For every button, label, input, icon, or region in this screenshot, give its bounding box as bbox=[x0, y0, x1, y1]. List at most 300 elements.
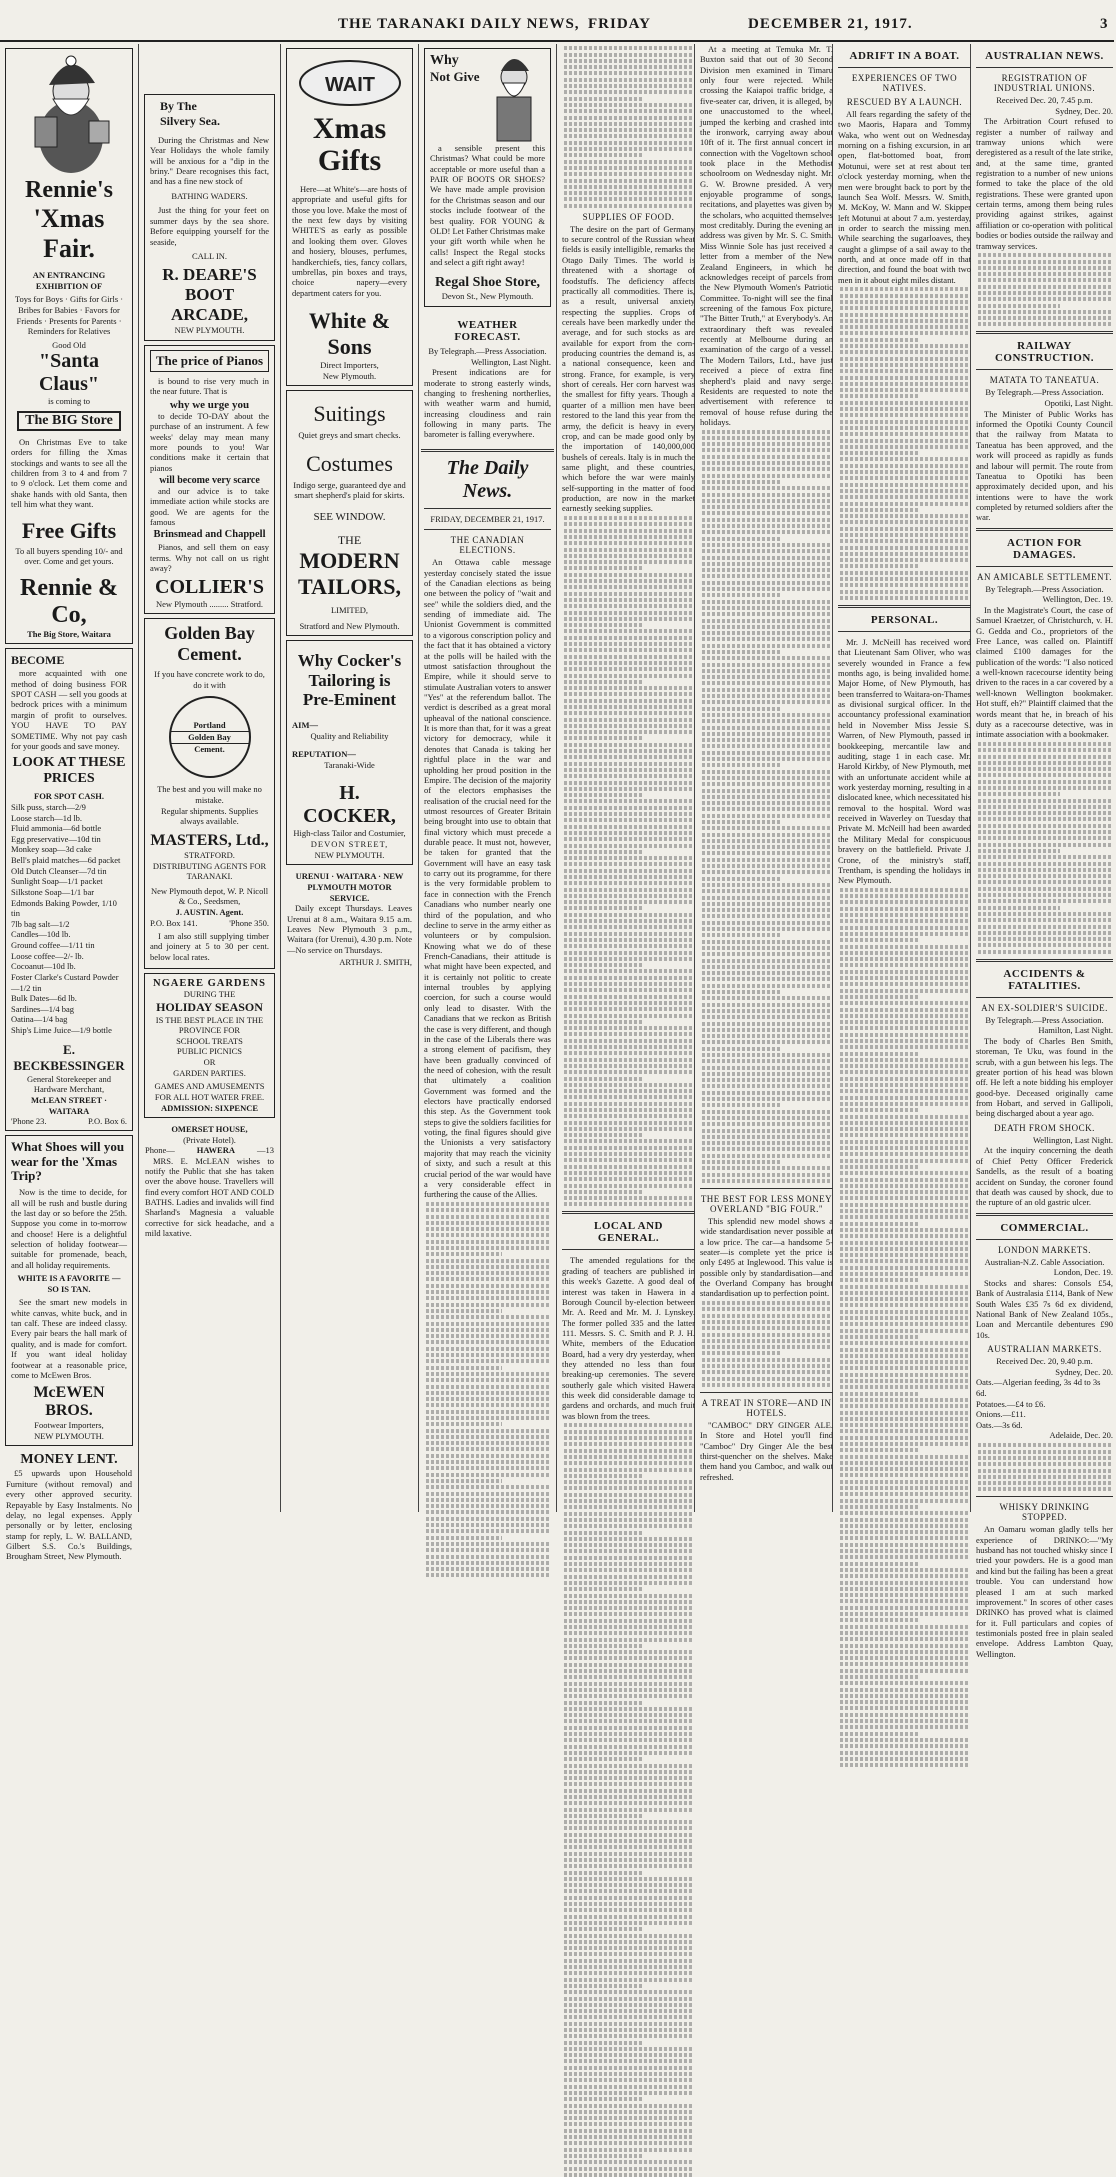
omerset-num: —13 bbox=[256, 1145, 274, 1156]
text-line bbox=[564, 1581, 693, 1585]
money-lent-notice bbox=[2, 1450, 136, 1565]
text-line bbox=[564, 1776, 693, 1780]
text-line bbox=[564, 1833, 693, 1837]
commercial-sub2: AUSTRALIAN MARKETS. bbox=[987, 1344, 1102, 1355]
general-news-body: At a meeting at Temuka Mr. T. Buxton said that out of 30 Second Division men examined in Timaru only four were rejected. While crossing the Kaiapoi traffic bridge, a five-seater car, driven, it is alleged, by one unaccustomed to the wheel, jumped the kerbing and crashed into the ironwork, carrying away about 10ft of it. The first annual concert in connection with the Vogeltown school took place in the Methodist schoolroom on Wednesday night. Mr. G. W. Browne presided. A very enjoyable programme of songs, recitations, and playettes was given by the scholars, who acquitted themselves most creditably. During the evening an address was given by Mr. S. C. Smith. Miss Winnie Sole has just received a letter from a member of the New Zealand Engineers, in which he acknowledges receipt of parcels from the New Plymouth Women's Patriotic Committee. To-night will see the final screening of the famous Fox picture, "The Bitter Truth," at Everybody's. An extraordinary theft was revealed recently at Melbourne during an examination of the cargo of a vessel. The Modern Tailors, Ltd., have just received a piece of extra fine shepherd's plaid and navy serge. Residents are requested to note the advertisement with reference to removal of house refuse during the holidays. bbox=[700, 44, 833, 427]
text-line bbox=[702, 952, 831, 956]
text-line bbox=[564, 1020, 644, 1024]
overland-title: THE BEST FOR LESS MONEY OVERLAND "BIG FOUR." bbox=[700, 1193, 833, 1214]
text-line bbox=[978, 906, 1060, 910]
text-line bbox=[702, 1034, 831, 1038]
text-line bbox=[840, 1259, 969, 1263]
text-line bbox=[564, 2085, 693, 2089]
text-line bbox=[840, 338, 920, 342]
text-line bbox=[564, 1707, 693, 1711]
text-line bbox=[702, 700, 831, 704]
text-line bbox=[564, 566, 644, 570]
text-line bbox=[564, 160, 693, 164]
text-continuation bbox=[562, 46, 695, 207]
text-line bbox=[702, 530, 831, 534]
costumes-heading: Costumes bbox=[306, 450, 393, 476]
text-line bbox=[426, 1492, 549, 1496]
text-line bbox=[564, 116, 693, 120]
market-price-item: Oats.—3s 6d. bbox=[976, 1419, 1023, 1430]
text-line bbox=[840, 1606, 969, 1610]
text-line bbox=[702, 959, 831, 963]
text-line bbox=[564, 2066, 693, 2070]
text-line bbox=[702, 1141, 831, 1145]
text-line bbox=[840, 1272, 969, 1276]
deare-boot: BOOT bbox=[184, 285, 235, 305]
text-line bbox=[840, 558, 969, 562]
text-line bbox=[426, 1259, 549, 1263]
text-line bbox=[702, 455, 831, 459]
text-line bbox=[564, 2173, 693, 2177]
beckbessinger-line: General Storekeeper and Hardware Merchant, bbox=[26, 1073, 111, 1095]
text-line bbox=[564, 900, 693, 904]
text-line bbox=[840, 1203, 969, 1207]
masters-agents: DISTRIBUTING AGENTS FOR TARANAKI. bbox=[152, 860, 267, 882]
text-line bbox=[702, 713, 831, 717]
text-line bbox=[702, 707, 782, 711]
column-5 bbox=[559, 44, 698, 1512]
text-line bbox=[840, 520, 969, 524]
text-line bbox=[840, 1700, 969, 1704]
text-line bbox=[840, 306, 969, 310]
text-line bbox=[840, 590, 969, 594]
price-list-item: Edmonds Baking Powder, 1/10 tin bbox=[11, 897, 117, 919]
text-line bbox=[702, 1314, 831, 1318]
text-line bbox=[564, 1638, 693, 1642]
text-line bbox=[840, 350, 969, 354]
text-line bbox=[564, 623, 644, 627]
text-line bbox=[840, 1688, 969, 1692]
text-line bbox=[978, 880, 1111, 884]
motor-service-title: URENUI · WAITARA · NEW PLYMOUTH MOTOR SERVICE. bbox=[295, 871, 404, 903]
masters-phone: 'Phone 350. bbox=[229, 917, 269, 928]
text-line bbox=[840, 1190, 969, 1194]
text-line bbox=[702, 1333, 831, 1337]
text-line bbox=[840, 970, 969, 974]
modern-the: THE bbox=[337, 533, 362, 548]
text-line bbox=[840, 1612, 969, 1616]
text-line bbox=[840, 1593, 969, 1597]
text-line bbox=[978, 1469, 1111, 1473]
text-line bbox=[840, 1467, 969, 1471]
text-line bbox=[564, 793, 644, 797]
cocker-rep: REPUTATION— bbox=[292, 749, 356, 760]
text-line bbox=[978, 836, 1111, 840]
text-line bbox=[564, 1782, 693, 1786]
text-line bbox=[840, 932, 969, 936]
text-line bbox=[564, 844, 693, 848]
omerset-sub: (Private Hotel). bbox=[183, 1134, 236, 1145]
text-line bbox=[426, 1498, 549, 1502]
text-line bbox=[702, 663, 831, 667]
text-line bbox=[564, 1644, 644, 1648]
text-line bbox=[564, 1202, 693, 1206]
text-line bbox=[702, 1040, 831, 1044]
text-line bbox=[978, 849, 1060, 853]
text-line bbox=[564, 1430, 693, 1434]
text-line bbox=[564, 969, 693, 973]
masters-box: P.O. Box 141. bbox=[150, 917, 198, 928]
text-line bbox=[840, 1385, 969, 1389]
text-line bbox=[702, 511, 831, 515]
become-heading: BECOME bbox=[11, 653, 65, 668]
text-line bbox=[564, 869, 693, 873]
text-line bbox=[564, 1921, 693, 1925]
text-line bbox=[840, 539, 969, 543]
deare-advert bbox=[144, 94, 275, 341]
text-line bbox=[564, 147, 693, 151]
text-line bbox=[564, 573, 693, 577]
bathing-waders: BATHING WADERS. bbox=[171, 190, 248, 201]
motor-service-sign: ARTHUR J. SMITH, bbox=[339, 957, 412, 968]
white-firm: White & Sons bbox=[308, 307, 391, 359]
text-line bbox=[840, 1234, 969, 1238]
text-line bbox=[564, 2015, 693, 2019]
text-line bbox=[564, 1757, 644, 1761]
suitings-heading: Suitings bbox=[313, 401, 386, 427]
text-line bbox=[702, 719, 831, 723]
text-line bbox=[840, 1725, 969, 1729]
collier-body2: to decide TO-DAY about the purchase of an instrument. A few weeks' delay may mean many more pounds to you! War conditions make it certain that pianos bbox=[150, 410, 269, 473]
text-line bbox=[564, 1139, 693, 1143]
text-line bbox=[702, 1015, 831, 1019]
text-line bbox=[702, 537, 782, 541]
text-line bbox=[978, 310, 1111, 314]
personal-continuation bbox=[838, 888, 971, 1767]
logo-line: Cement. bbox=[194, 743, 225, 754]
toys-list: Toys for Boys · Gifts for Girls · Bribes for Babies · Favors for Friends · Presents for Parents · Reminders for Relatives bbox=[14, 294, 124, 337]
exhibition-line: AN ENTRANCING EXHIBITION OF bbox=[32, 270, 106, 291]
text-line bbox=[564, 1146, 693, 1150]
text-line bbox=[564, 1908, 693, 1912]
masters-town: STRATFORD. bbox=[184, 849, 235, 860]
price-list-item: Silk puss, starch—2/9 bbox=[11, 801, 86, 812]
text-line bbox=[564, 1108, 693, 1112]
text-line bbox=[564, 749, 693, 753]
pianos-title: The price of Pianos bbox=[150, 350, 269, 372]
text-line bbox=[564, 1839, 693, 1843]
text-line bbox=[564, 781, 693, 785]
text-line bbox=[702, 1173, 831, 1177]
text-line bbox=[564, 648, 693, 652]
text-line bbox=[564, 1814, 644, 1818]
text-line bbox=[840, 401, 969, 405]
cocker-advert bbox=[286, 640, 413, 865]
text-line bbox=[840, 1070, 969, 1074]
text-line bbox=[564, 2135, 693, 2139]
australian-sub: REGISTRATION OF INDUSTRIAL UNIONS. bbox=[993, 73, 1096, 93]
text-line bbox=[840, 1398, 969, 1402]
adrift-title: ADRIFT IN A BOAT. bbox=[849, 50, 960, 62]
text-line bbox=[564, 1587, 644, 1591]
text-line bbox=[564, 1058, 693, 1062]
text-line bbox=[564, 724, 693, 728]
cocker-rep-value: Taranaki-Wide bbox=[324, 759, 375, 770]
ngaere-or: OR bbox=[203, 1057, 216, 1068]
text-line bbox=[426, 1303, 549, 1307]
motor-service-body: Daily except Thursdays. Leaves Urenui at 8 a.m., Waitara 9.15 a.m. Leaves New Plymouth 3 p.m., Waitara (for Urenui), 4.30 p.m. Note—No service on Thursdays. bbox=[287, 903, 412, 955]
text-line bbox=[426, 1378, 549, 1382]
text-line bbox=[564, 1083, 693, 1087]
text-line bbox=[840, 413, 969, 417]
text-line bbox=[564, 604, 693, 608]
text-line bbox=[702, 977, 831, 981]
cocker-aim-value: Quality and Reliability bbox=[310, 730, 389, 741]
text-line bbox=[426, 1523, 549, 1527]
text-line bbox=[564, 1121, 693, 1125]
text-line bbox=[978, 899, 1111, 903]
text-line bbox=[840, 907, 969, 911]
text-line bbox=[840, 1417, 969, 1421]
text-line bbox=[564, 812, 693, 816]
text-line bbox=[840, 1732, 920, 1736]
cocker-title: Why Cocker's Tailoring is Pre-Eminent bbox=[297, 651, 402, 710]
text-line bbox=[702, 927, 831, 931]
text-line bbox=[564, 1625, 693, 1629]
text-line bbox=[840, 1228, 969, 1232]
spot-cash-heading: FOR SPOT CASH. bbox=[34, 791, 104, 802]
text-line bbox=[564, 1877, 693, 1881]
santa-icon bbox=[11, 51, 131, 177]
omerset-title: OMERSET HOUSE, bbox=[171, 1124, 248, 1135]
text-line bbox=[840, 1379, 969, 1383]
ngaere-picnics: PUBLIC PICNICS bbox=[177, 1046, 242, 1057]
text-line bbox=[702, 1351, 782, 1355]
omerset-advert bbox=[141, 1122, 278, 1242]
text-line bbox=[426, 1252, 502, 1256]
text-line bbox=[840, 1360, 969, 1364]
text-line bbox=[564, 65, 693, 69]
text-line bbox=[840, 1152, 969, 1156]
market-price-item: Onions.—£11. bbox=[976, 1409, 1026, 1420]
text-line bbox=[564, 818, 693, 822]
text-line bbox=[702, 1110, 831, 1114]
text-line bbox=[978, 855, 1111, 859]
text-line bbox=[840, 963, 969, 967]
text-line bbox=[702, 845, 831, 849]
text-line bbox=[564, 1726, 693, 1730]
text-line bbox=[840, 919, 969, 923]
text-line bbox=[564, 1461, 693, 1465]
text-line bbox=[702, 782, 831, 786]
text-line bbox=[840, 989, 969, 993]
text-line bbox=[564, 1070, 693, 1074]
santa-illustration bbox=[11, 51, 127, 177]
text-line bbox=[840, 1001, 969, 1005]
text-line bbox=[702, 726, 831, 730]
text-line bbox=[564, 1007, 693, 1011]
railway-body: The Minister of Public Works has informed the Opotiki County Council that the railway from Matata to Taneatua has been approved, and the work will proceed as rapidly as funds and labour will permit. The route from Taneatua to Opotiki has been approximately decided upon, and his intentions were to have the work completed by returned soldiers after the war. bbox=[976, 408, 1113, 523]
text-line bbox=[564, 1512, 693, 1516]
text-line bbox=[702, 1116, 831, 1120]
text-line bbox=[840, 464, 969, 468]
text-line bbox=[702, 902, 831, 906]
damages-by: By Telegraph.—Press Association. bbox=[985, 583, 1104, 594]
text-line bbox=[840, 1549, 969, 1553]
text-line bbox=[564, 598, 693, 602]
text-line bbox=[840, 1033, 969, 1037]
masthead bbox=[0, 16, 1114, 42]
costumes-body: Indigo serge, guaranteed dye and smart shepherd's plaid for skirts. bbox=[293, 479, 406, 501]
text-line bbox=[564, 1423, 693, 1427]
text-line bbox=[702, 543, 831, 547]
text-line bbox=[702, 474, 831, 478]
text-line bbox=[978, 1462, 1111, 1466]
text-line bbox=[978, 792, 1060, 796]
text-line bbox=[978, 278, 1111, 282]
accidents-by: By Telegraph.—Press Association. bbox=[985, 1014, 1104, 1025]
text-line bbox=[426, 1542, 549, 1546]
deare-body2: Just the thing for your feet on summer days by the sea shore. Before equipping yourself for the seaside, bbox=[150, 205, 269, 247]
price-list-item: 7lb bag salt—1/2 bbox=[11, 918, 70, 929]
text-line bbox=[840, 388, 969, 392]
cocker-aim: AIM— bbox=[292, 719, 318, 730]
text-line bbox=[702, 612, 831, 616]
masters-depot: New Plymouth depot, W. P. Nicoll & Co., Seedsmen, bbox=[150, 885, 269, 907]
text-line bbox=[564, 755, 693, 759]
accidents-place2: Wellington, Last Night. bbox=[1032, 1134, 1113, 1145]
text-line bbox=[840, 432, 969, 436]
text-line bbox=[564, 661, 693, 665]
text-line bbox=[840, 1253, 969, 1257]
text-line bbox=[564, 2122, 693, 2126]
text-line bbox=[426, 1479, 502, 1483]
ngaere-during: DURING THE bbox=[183, 988, 236, 999]
text-line bbox=[426, 1391, 549, 1395]
text-line bbox=[840, 1637, 969, 1641]
text-line bbox=[840, 1480, 969, 1484]
text-line bbox=[702, 593, 782, 597]
text-line bbox=[840, 976, 969, 980]
text-line bbox=[426, 1473, 549, 1477]
text-line bbox=[564, 655, 693, 659]
text-line bbox=[840, 888, 969, 892]
cement-best: The best and you will make no mistake. bbox=[157, 784, 262, 805]
overland-continuation bbox=[700, 1301, 833, 1387]
text-line bbox=[564, 925, 693, 929]
text-line bbox=[564, 1732, 693, 1736]
text-line bbox=[564, 1801, 693, 1805]
text-line bbox=[702, 1084, 831, 1088]
text-line bbox=[564, 1549, 693, 1553]
text-line bbox=[702, 877, 782, 881]
text-line bbox=[426, 1353, 549, 1357]
deare-call: CALL IN. bbox=[191, 250, 228, 261]
text-line bbox=[564, 2148, 693, 2152]
text-line bbox=[702, 619, 831, 623]
text-line bbox=[564, 667, 693, 671]
beckbessinger-firm: E. BECKBESSINGER bbox=[13, 1041, 125, 1073]
text-line bbox=[840, 1366, 969, 1370]
supplies-title: SUPPLIES OF FOOD. bbox=[582, 211, 675, 222]
text-line bbox=[840, 1530, 969, 1534]
text-line bbox=[564, 1575, 693, 1579]
railway-sub: MATATA TO TANEATUA. bbox=[989, 375, 1100, 386]
text-line bbox=[702, 1339, 831, 1343]
text-line bbox=[978, 767, 1111, 771]
text-line bbox=[840, 1669, 969, 1673]
text-line bbox=[978, 830, 1111, 834]
text-line bbox=[840, 1656, 969, 1660]
text-line bbox=[702, 851, 831, 855]
text-line bbox=[702, 430, 831, 434]
text-line bbox=[564, 2129, 693, 2133]
text-line bbox=[840, 900, 969, 904]
text-line bbox=[564, 1965, 693, 1969]
text-line bbox=[702, 656, 831, 660]
text-line bbox=[564, 1133, 644, 1137]
white-body: Here—at White's—are hosts of appropriate and useful gifts for those you love. Make the most of the next few days by visiting WHITE'S as early as possible and looking them over. Gloves and hosiery, blouses, perfumes, handkerchiefs, ties, fancy collars, umbrellas, pin boxes and trays, choice napery—every department caters for you. bbox=[292, 184, 407, 298]
text-line bbox=[564, 1820, 693, 1824]
column-rule bbox=[418, 44, 419, 1512]
text-line bbox=[564, 541, 693, 545]
text-line bbox=[840, 502, 969, 506]
text-line bbox=[840, 1555, 969, 1559]
text-line bbox=[702, 461, 831, 465]
text-line bbox=[840, 1184, 969, 1188]
supplies-body: The desire on the part of Germany to secure control of the Russian wheat fields is easily intelligible, remarks the Otago Daily Times. The world is threatened with a shortage of foodstuffs. The deficiency affects practically all commodities. There is, as a result, universal anxiety respecting the supplies. Crops of cereals have been markedly under the average, and for such stocks as are available for export from the corn-producing countries the demand is, as a national consequence, keen and strong. France, for example, is very short of cereals. Her corn harvest was the smallest for fifty years. Though a quarter of a million men have been restored to the land this year from the army, the deficit is heavy in every crop, and can be made good only by the importation of 140,000,000 bushels of cereals. Italy is in much the same plight, and these countries, which before the war were mainly self-supporting in the matter of food production, are now in the market earnestly seeking supplies. bbox=[562, 223, 695, 514]
text-line bbox=[564, 686, 693, 690]
text-line bbox=[564, 642, 693, 646]
text-line bbox=[564, 1524, 693, 1528]
text-line bbox=[702, 1009, 831, 1013]
editorial-date: FRIDAY, DECEMBER 21, 1917. bbox=[430, 513, 545, 524]
text-line bbox=[702, 1147, 831, 1151]
text-line bbox=[426, 1510, 549, 1514]
text-line bbox=[840, 1719, 969, 1723]
text-line bbox=[840, 1618, 920, 1622]
santa-claus-heading: "Santa Claus" bbox=[38, 350, 99, 396]
text-line bbox=[564, 516, 693, 520]
text-line bbox=[564, 1612, 693, 1616]
accidents-sub2: DEATH FROM SHOCK. bbox=[994, 1122, 1095, 1133]
text-line bbox=[840, 287, 969, 291]
text-line bbox=[840, 564, 920, 568]
text-line bbox=[840, 1039, 969, 1043]
text-line bbox=[702, 1307, 831, 1311]
text-line bbox=[564, 585, 693, 589]
text-line bbox=[564, 837, 693, 841]
column-1 bbox=[2, 44, 136, 1562]
text-line bbox=[702, 574, 831, 578]
text-line bbox=[564, 185, 693, 189]
text-line bbox=[840, 1052, 920, 1056]
price-list-item: Fluid ammonia—6d bottle bbox=[11, 823, 102, 834]
text-line bbox=[978, 316, 1111, 320]
good-old: Good Old bbox=[52, 339, 86, 350]
text-line bbox=[564, 1436, 693, 1440]
accidents-body2: At the inquiry concerning the death of Chief Petty Officer Frederick Sandells, as the result of a boating accident on Sunday, the coroner found that death was caused by shock, due to the rupture of an old gastric ulcer. bbox=[976, 1145, 1113, 1208]
text-line bbox=[702, 1053, 831, 1057]
text-line bbox=[426, 1208, 549, 1212]
become-body: more acquainted with one method of doing business FOR SPOT CASH — sell you goods at bedrock prices with a minimum margin of profit to ourselves. YOU HAVE TO PAY SOMETIME. Why not pay cash for your goods and save money. bbox=[11, 668, 127, 751]
text-line bbox=[564, 1745, 693, 1749]
text-line bbox=[426, 1517, 549, 1521]
text-line bbox=[564, 97, 644, 101]
mcewen-body: Now is the time to decide, for all will be rush and bustle during the last day or so before the 25th. Suppose you come in to-morrow and choose! Here is a delightful selection of holiday footwear—suitable for promenade, beach, and all holiday requirements. bbox=[11, 1187, 127, 1270]
commercial-received: Received Dec. 20, 9.40 p.m. bbox=[996, 1356, 1093, 1367]
text-line bbox=[840, 1329, 969, 1333]
text-line bbox=[840, 1209, 969, 1213]
text-line bbox=[702, 864, 831, 868]
text-line bbox=[564, 1165, 693, 1169]
text-line bbox=[702, 1364, 831, 1368]
personal-body: Mr. J. McNeill has received word that Lieutenant Sam Oliver, who was severely wounded in France a few months ago, is being invalided home. Major Home, of New Plymouth, has been transferred to Waitara-on-Thames as divisional surgical officer. In the accountancy professional examination held in November Miss Jessie S. Warren, of New Plymouth, passed in bookkeeping, mercantile law and auditing, stage 1 in each case. Mr. Harold Kirkby, of New Plymouth, met with an unfortunate accident while at work yesterday morning, resulting in a dislocated knee, which necessitated his removal to the hospital. Word was received in Waverley on Tuesday that Private M. McNeill had been awarded the Military Medal for conspicuous bravery on the battlefield. Private J. Crone, of the ministry's staff, Trentham, is spending the holidays in New Plymouth. bbox=[838, 636, 971, 886]
